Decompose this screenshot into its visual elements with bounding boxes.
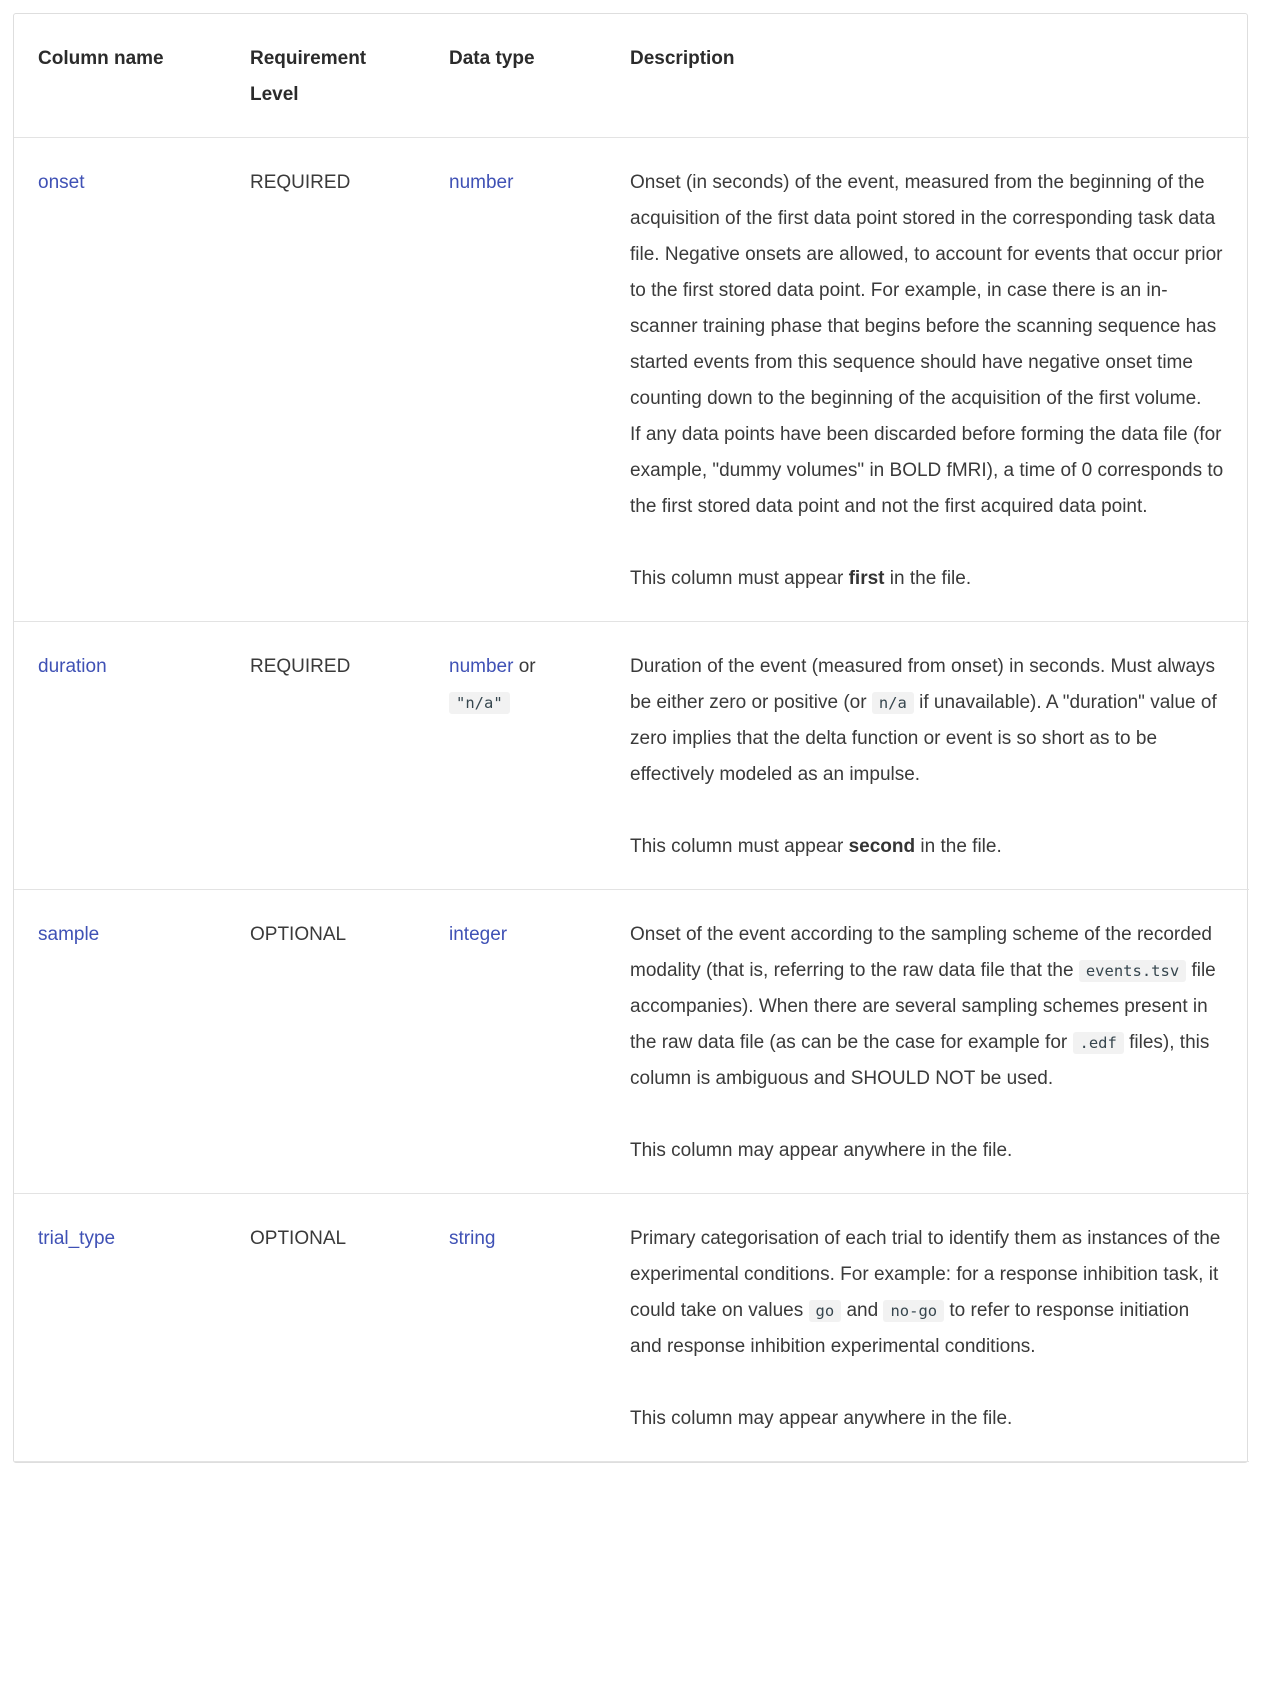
requirement-level: REQUIRED	[250, 172, 351, 193]
cell-column-name	[14, 890, 226, 1194]
data-type-link[interactable]: integer	[449, 924, 508, 945]
cell-description: Onset of the event according to the sampling scheme of the recorded modality (that is, referring to the raw data file that the events.tsv file accompanies). When there are several sampling schemes present in the raw data file (as can be the case for example for .edf files), this column is ambiguous and SHOULD NOT be used. This column may appear anywhere in the file.	[606, 890, 1249, 1194]
cell-column-name	[14, 138, 226, 622]
cell-column-name	[14, 1194, 226, 1462]
header-column-name: Column name	[14, 14, 226, 138]
column-definitions-table-container	[13, 13, 1248, 1463]
inline-code: n/a	[872, 692, 914, 714]
header-description: Description	[606, 14, 1249, 138]
column-name-link[interactable]: onset	[38, 172, 85, 193]
table-row-duration	[14, 622, 1249, 890]
cell-requirement-level	[226, 138, 425, 622]
cell-description: Onset (in seconds) of the event, measured from the beginning of the acquisition of the first data point stored in the corresponding task data file. Negative onsets are allowed, to account for events that occur prior to the first stored data point. For example, in case there is an in-scanner training phase that begins before the scanning sequence has started events from this sequence should have negative onset time counting down to the beginning of the acquisition of the first volume. If any data points have been discarded before forming the data file (for example, "dummy volumes" in BOLD fMRI), a time of 0 corresponds to the first stored data point and not the first acquired data point. This column must appear first in the file.	[606, 138, 1249, 622]
cell-requirement-level	[226, 890, 425, 1194]
cell-requirement-level	[226, 1194, 425, 1462]
column-name-link[interactable]: sample	[38, 924, 100, 945]
cell-column-name	[14, 622, 226, 890]
requirement-level: OPTIONAL	[250, 924, 347, 945]
inline-code: "n/a"	[449, 692, 510, 714]
column-name-link[interactable]: duration	[38, 656, 107, 677]
column-name-link[interactable]: trial_type	[38, 1228, 116, 1249]
cell-data-type	[425, 138, 606, 622]
cell-data-type: number or "n/a"	[425, 622, 606, 890]
cell-description: Primary categorisation of each trial to identify them as instances of the experimental conditions. For example: for a response inhibition task, it could take on values go and no-go to refer to response initiation and response inhibition experimental conditions. This column may appear anywhere in the file.	[606, 1194, 1249, 1462]
bold-text: first	[848, 568, 885, 589]
header-requirement-level: Requirement Level	[226, 14, 425, 138]
data-type-link[interactable]: string	[449, 1228, 496, 1249]
cell-data-type	[425, 890, 606, 1194]
table-body	[14, 138, 1249, 1462]
inline-code: events.tsv	[1079, 960, 1186, 982]
cell-requirement-level	[226, 622, 425, 890]
data-type-link[interactable]: number	[449, 172, 514, 193]
table-row-trial-type	[14, 1194, 1249, 1462]
header-row	[14, 14, 1249, 138]
inline-code: go	[809, 1300, 842, 1322]
table-row-sample	[14, 890, 1249, 1194]
header-data-type: Data type	[425, 14, 606, 138]
bold-text: second	[848, 836, 916, 857]
data-type-link[interactable]: number	[449, 656, 514, 677]
table-header	[14, 14, 1249, 138]
cell-data-type	[425, 1194, 606, 1462]
requirement-level: REQUIRED	[250, 656, 351, 677]
cell-description: Duration of the event (measured from onset) in seconds. Must always be either zero or positive (or n/a if unavailable). A "duration" value of zero implies that the delta function or event is so short as to be effectively modeled as an impulse. This column must appear second in the file.	[606, 622, 1249, 890]
column-definitions-table	[14, 14, 1249, 1462]
inline-code: .edf	[1073, 1032, 1124, 1054]
table-row-onset	[14, 138, 1249, 622]
inline-code: no-go	[883, 1300, 944, 1322]
requirement-level: OPTIONAL	[250, 1228, 347, 1249]
